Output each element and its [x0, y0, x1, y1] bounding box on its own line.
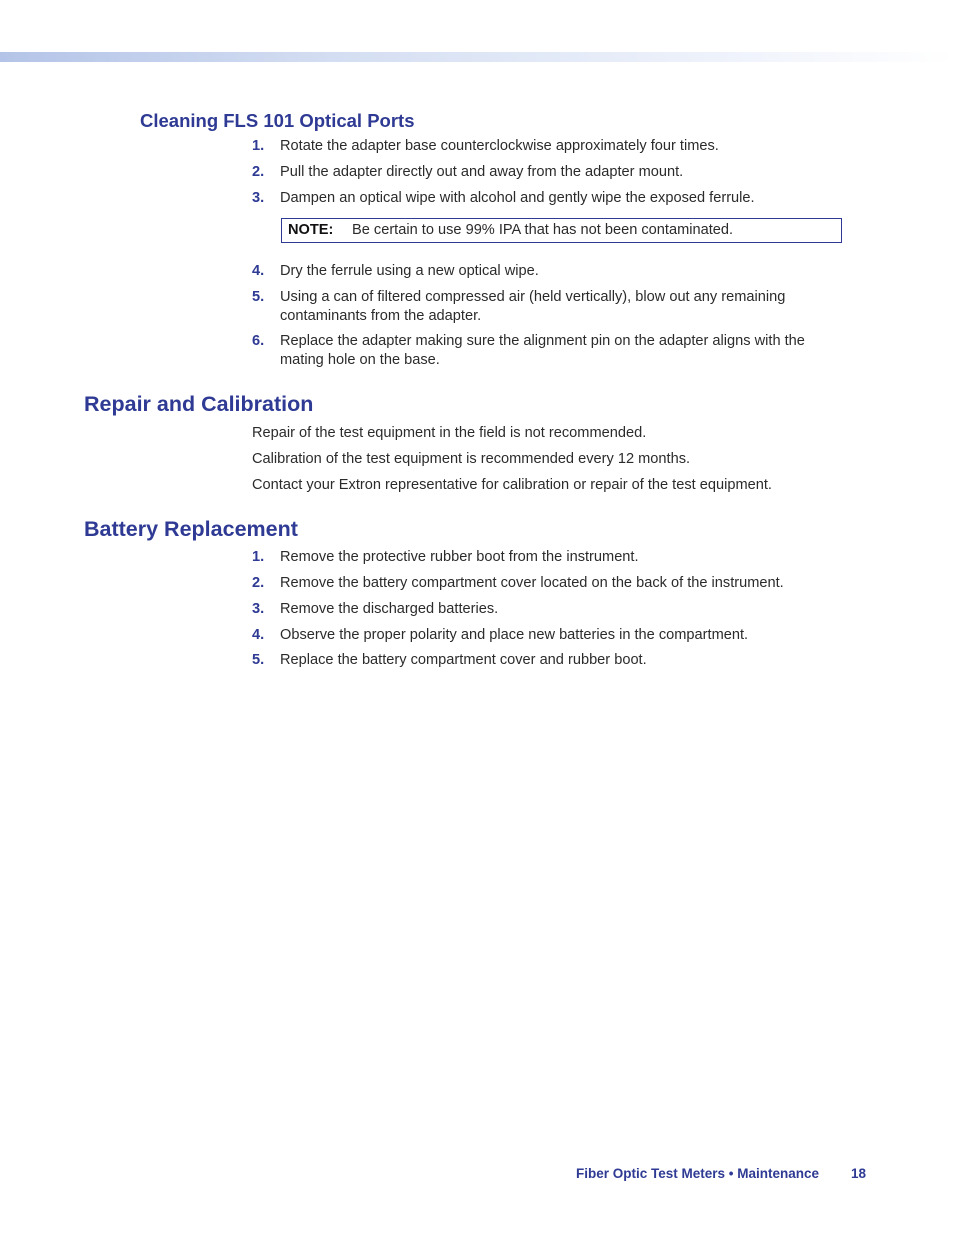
list-item [252, 163, 832, 189]
step-number: 2. [252, 575, 265, 591]
list-item [252, 288, 832, 332]
cleaning-steps-list-b [252, 262, 832, 376]
step-text: Using a can of filtered compressed air (held vertically), blow out any remaining contaminants from the adapter. [280, 289, 786, 324]
step-number: 5. [252, 652, 265, 668]
step-text: Dampen an optical wipe with alcohol and gently wipe the exposed ferrule. [280, 190, 755, 206]
cleaning-steps-list-a [252, 137, 832, 215]
list-item [252, 651, 832, 677]
list-item [252, 574, 832, 600]
battery-heading: Battery Replacement [84, 517, 298, 541]
cleaning-heading: Cleaning FLS 101 Optical Ports [140, 110, 415, 131]
repair-paragraph: Repair of the test equipment in the field is not recommended. [252, 425, 647, 441]
list-item [252, 600, 832, 626]
step-number: 3. [252, 190, 265, 206]
footer-title: Fiber Optic Test Meters • Maintenance [576, 1166, 820, 1181]
step-text: Pull the adapter directly out and away from the adapter mount. [280, 164, 684, 180]
step-number: 4. [252, 627, 265, 643]
note-box [281, 218, 842, 243]
step-number: 5. [252, 289, 265, 305]
repair-paragraph: Calibration of the test equipment is recommended every 12 months. [252, 451, 691, 467]
step-number: 4. [252, 263, 265, 279]
step-text: Remove the battery compartment cover located on the back of the instrument. [280, 575, 784, 591]
step-number: 2. [252, 164, 265, 180]
note-text: Be certain to use 99% IPA that has not been contaminated. [352, 222, 734, 238]
step-number: 6. [252, 333, 265, 349]
note-label: NOTE: [288, 222, 334, 238]
step-text: Replace the battery compartment cover and rubber boot. [280, 652, 647, 668]
list-item [252, 262, 832, 288]
step-number: 3. [252, 601, 265, 617]
list-item [252, 189, 832, 215]
step-text: Observe the proper polarity and place new batteries in the compartment. [280, 627, 749, 643]
page-number: 18 [851, 1166, 867, 1181]
step-number: 1. [252, 549, 265, 565]
list-item [252, 626, 832, 651]
battery-steps-list [252, 548, 832, 677]
step-text: Dry the ferrule using a new optical wipe. [280, 263, 539, 279]
step-text: Replace the adapter making sure the alignment pin on the adapter aligns with the mating hole on the base. [280, 333, 805, 368]
step-text: Rotate the adapter base counterclockwise approximately four times. [280, 138, 719, 154]
list-item [252, 137, 832, 163]
list-item [252, 548, 832, 574]
repair-paragraph: Contact your Extron representative for calibration or repair of the test equipment. [252, 477, 772, 493]
step-number: 1. [252, 138, 265, 154]
repair-heading: Repair and Calibration [84, 392, 314, 416]
header-band [0, 52, 954, 62]
list-item [252, 332, 832, 376]
step-text: Remove the protective rubber boot from the instrument. [280, 549, 639, 565]
step-text: Remove the discharged batteries. [280, 601, 499, 617]
